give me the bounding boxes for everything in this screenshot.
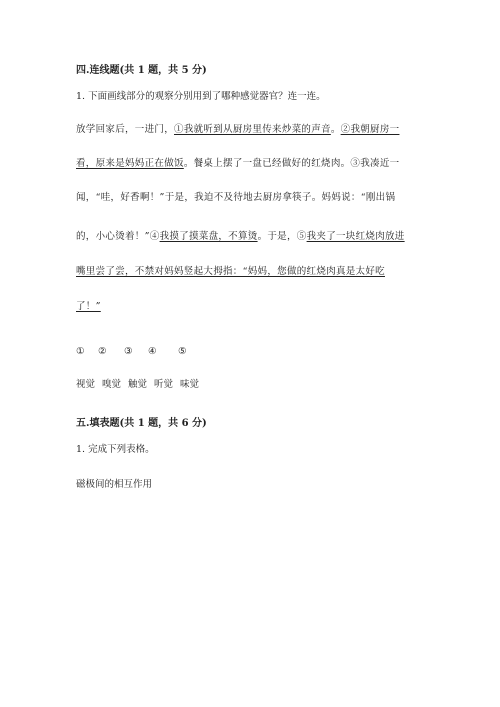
option-1[interactable]: ① [76, 346, 85, 357]
sense-hearing[interactable]: 听觉 [154, 379, 174, 390]
passage-text: 的，小心烫着！”④ [76, 231, 160, 242]
section-5-question: 1. 完成下列表格。 [76, 444, 155, 455]
section-5-title: 五.填表题(共 1 题，共 6 分) [76, 418, 207, 429]
section-4-title: 四.连线题(共 1 题，共 5 分) [76, 65, 207, 76]
passage-line-5: 嘴里尝了尝，不禁对妈妈竖起大拇指：“妈妈，您做的红烧肉真是太好吃 [76, 266, 385, 277]
option-5[interactable]: ⑤ [178, 346, 187, 357]
passage-line-4 [76, 228, 405, 242]
passage-text: 放学回家后，一进门， [76, 124, 175, 135]
passage-text: 。餐桌上摆了一盘已经做好的红烧肉。③我凑近一 [183, 158, 400, 169]
passage-line-1 [76, 121, 399, 135]
passage-line-3: 闻，“哇，好香啊！”于是，我迫不及待地去厨房拿筷子。妈妈说：“刚出锅 [76, 192, 396, 203]
table-title: 磁极间的相互作用 [76, 479, 153, 490]
underlined-taste-start: 我夹了一块红烧肉放进 [306, 231, 405, 242]
passage-text: 。 [330, 124, 341, 135]
sense-sight[interactable]: 视觉 [76, 379, 96, 390]
underlined-sight-start: ②我朝厨房一 [340, 124, 400, 135]
passage-line-2 [76, 155, 399, 169]
underlined-sight-end: 看，原来是妈妈正在做饭 [76, 158, 184, 169]
section-4-question: 1. 下面画线部分的观察分别用到了哪种感觉器官？连一连。 [76, 91, 326, 102]
passage-line-6: 了！” [76, 301, 101, 312]
underlined-hearing: ①我就听到从厨房里传来炒菜的声音 [174, 124, 331, 135]
sense-taste[interactable]: 味觉 [180, 379, 200, 390]
passage-text: 。于是，⑤ [257, 231, 307, 242]
option-3[interactable]: ③ [124, 346, 133, 357]
sense-smell[interactable]: 嗅觉 [102, 379, 122, 390]
sense-touch[interactable]: 触觉 [128, 379, 148, 390]
option-4[interactable]: ④ [148, 346, 157, 357]
option-2[interactable]: ② [98, 346, 107, 357]
underlined-touch: 我摸了摸菜盘，不算烫 [159, 231, 258, 242]
